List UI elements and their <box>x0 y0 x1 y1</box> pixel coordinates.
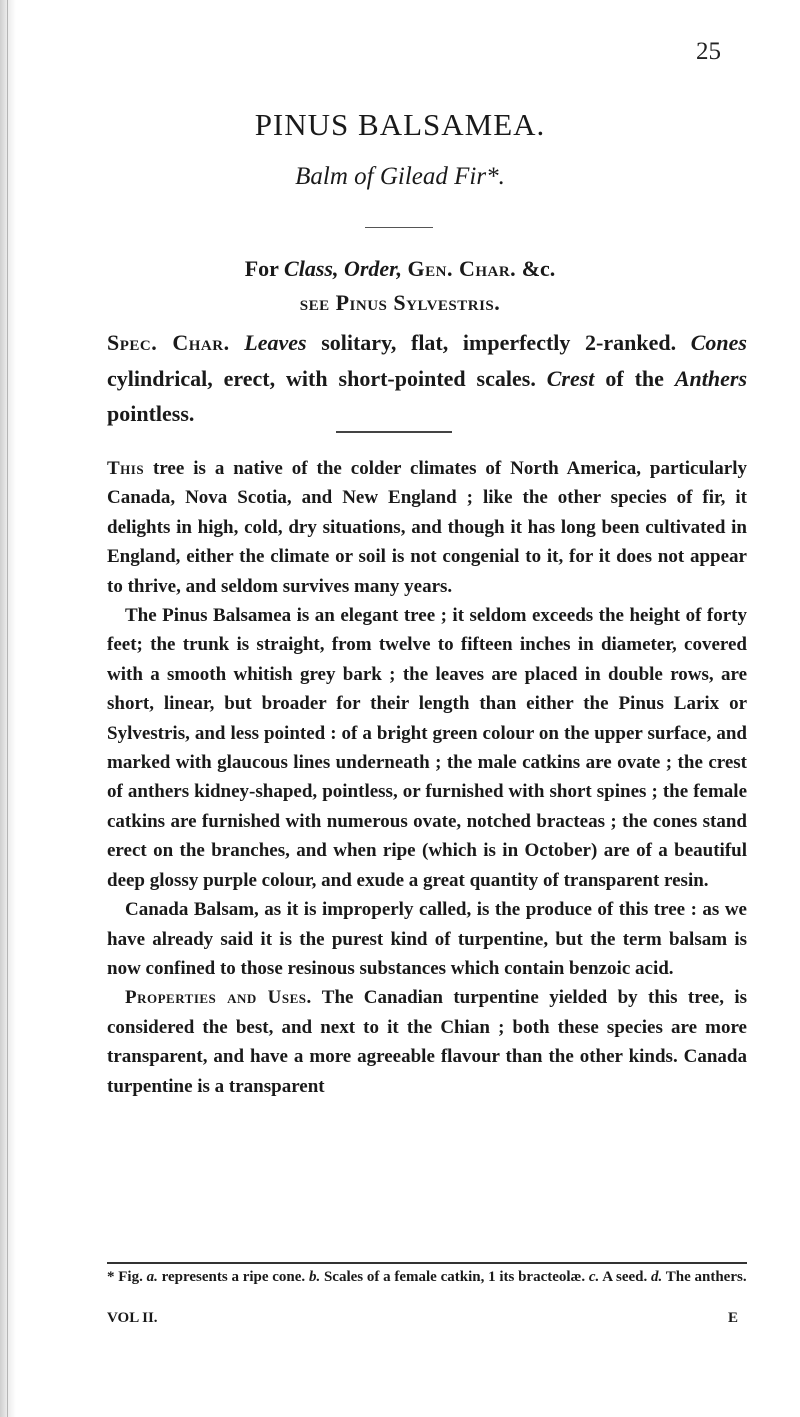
footnote-divider <box>107 1262 747 1264</box>
footnote-fig: Fig. <box>118 1269 143 1285</box>
title-divider <box>365 227 433 228</box>
signature-mark: E <box>728 1310 739 1326</box>
spec-anthers-text: pointless. <box>107 401 195 426</box>
page-subtitle: Balm of Gilead Fir*. <box>295 163 505 190</box>
footnote-a-text: represents a ripe cone. <box>161 1269 306 1285</box>
reference-etc: &c. <box>521 256 556 281</box>
footnote-d-label: d. <box>651 1269 663 1285</box>
paragraph-text: The Pinus Balsamea is an elegant tree ; it seldom exceeds the height of forty feet; the trunk is straight, from twelve to fifteen inches in diameter, covered with a smooth whitish grey bark ; the leaves are placed in double rows, are short, linear, but broader for their length than either the Pinus Larix or Sylvestris, and less pointed : of a bright green colour on the upper surface, and marked with glaucous lines underneath ; the male catkins are ovate ; the crest of anthers kidney-shaped, pointless, or furnished with short spines ; the female catkins are furnished with numerous ovate, notched bracteas ; the cones stand erect on the branches, and when ripe (which is in October) are of a beautiful deep glossy purple colour, and exude a great quantity of transparent resin. <box>107 605 747 891</box>
paragraph-text: The Canadian turpentine yielded by this tree, is considered the best, and next to it the Chian ; both these species are more transparent, and have a more agreeable flavour than the other kinds. Canada turpentine is a transparent <box>107 987 747 1097</box>
spec-crest-text: of the <box>605 365 664 391</box>
spec-leaves-text: solitary, flat, imperfectly 2-ranked. <box>321 330 677 355</box>
paragraph-text: tree is a native of the colder climates of North America, particularly Canada, Nova Scotia, and New England ; like the other species of fir, it delights in high, cold, dry situations, and though it has long been cultivated in England, either the climate or soil is not congenial to it, for it does not appear to thrive, and seldom survives many years. <box>107 458 748 597</box>
paragraph <box>107 454 747 601</box>
volume-signature: VOL II. <box>107 1310 158 1326</box>
body-text <box>107 454 747 1101</box>
paragraph <box>107 983 747 1101</box>
spec-heading: Spec. Char. <box>107 330 230 355</box>
footnote <box>107 1266 747 1288</box>
reference-class-order: Class, Order, <box>284 256 403 281</box>
page-number: 25 <box>696 38 721 65</box>
spec-cones-label: Cones <box>690 330 747 355</box>
paragraph-lead: Properties and Uses. <box>125 987 312 1009</box>
section-divider <box>336 431 452 433</box>
page-title: PINUS BALSAMEA. <box>254 107 546 142</box>
footnote-a-label: a. <box>146 1269 158 1285</box>
specific-character <box>107 325 747 432</box>
footnote-c-label: c. <box>588 1269 600 1285</box>
spec-anthers-label: Anthers <box>674 365 748 391</box>
spec-crest-label: Crest <box>546 365 595 391</box>
paragraph <box>107 601 747 895</box>
book-spine-edge <box>0 0 16 1417</box>
reference-see-line: see Pinus Sylvestris. <box>299 290 501 315</box>
footnote-star: * <box>107 1269 115 1285</box>
paragraph-text: Canada Balsam, as it is improperly called, is the produce of this tree : as we have already said it is the purest kind of turpentine, but the term balsam is now confined to those resinous substances which contain benzoic acid. <box>107 899 747 979</box>
paragraph <box>107 895 747 983</box>
spec-leaves-label: Leaves <box>244 330 307 355</box>
footnote-d-text: The anthers. <box>665 1269 747 1285</box>
footnote-b-label: b. <box>308 1269 321 1285</box>
spec-cones-text: cylindrical, erect, with short-pointed scales. <box>107 365 536 391</box>
reference-line <box>0 256 800 282</box>
reference-gen-char: Gen. Char. <box>407 256 517 281</box>
reference-prefix: For <box>244 256 279 281</box>
footnote-c-text: A seed. <box>602 1269 648 1285</box>
footnote-b-text: Scales of a female catkin, 1 its bracteolæ. <box>323 1269 586 1285</box>
paragraph-lead: This <box>107 458 145 479</box>
